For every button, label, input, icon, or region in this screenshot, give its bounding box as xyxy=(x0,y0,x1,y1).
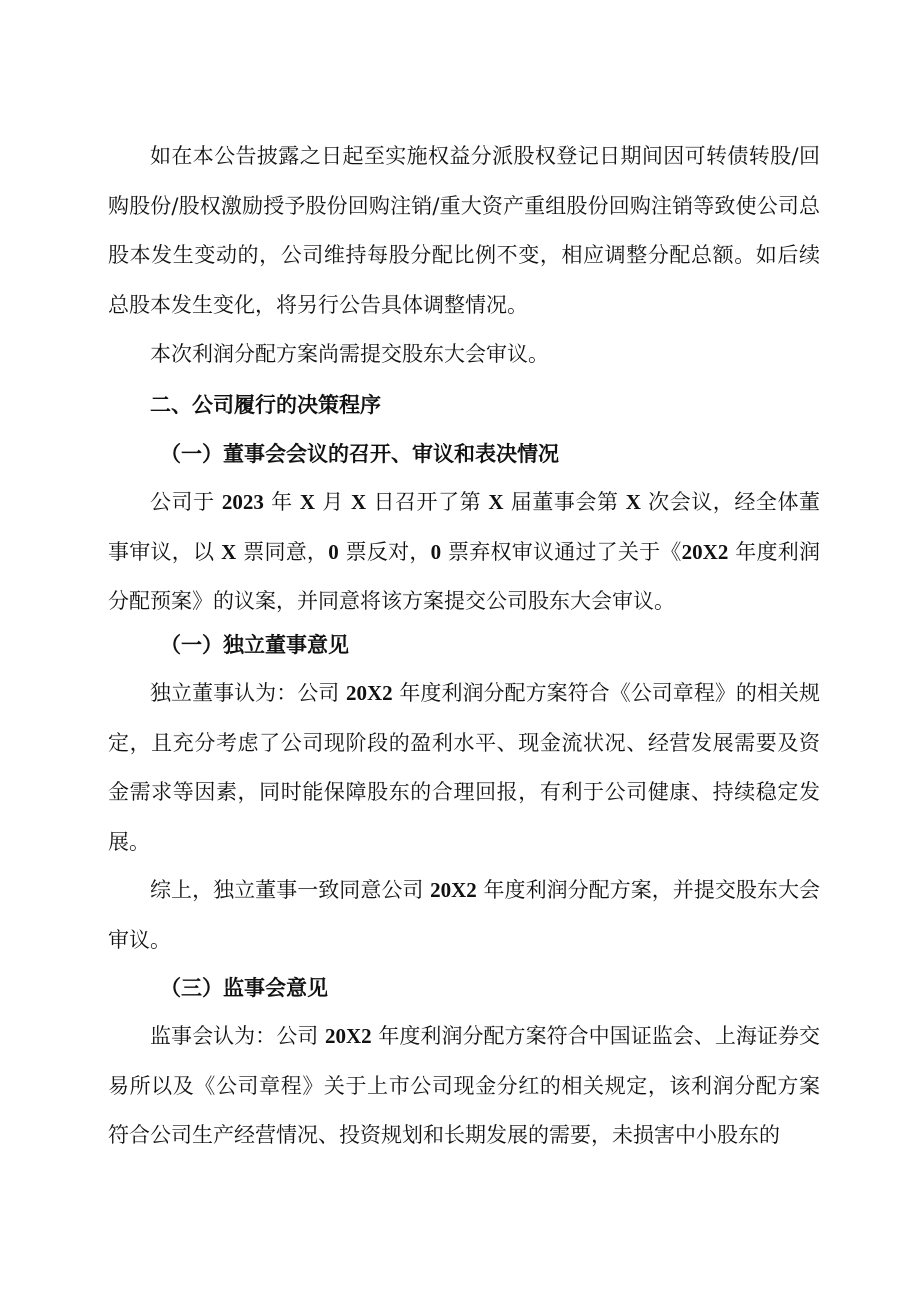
meeting-month: X xyxy=(299,490,316,514)
section-heading-decision-procedure: 二、公司履行的决策程序 xyxy=(150,392,381,417)
meeting-day: X xyxy=(351,490,367,514)
plan-year: 20X2 xyxy=(324,1024,372,1048)
text-segment: 监事会认为：公司 xyxy=(150,1024,325,1048)
subsection-heading-board-meeting: （一）董事会会议的召开、审议和表决情况 xyxy=(160,441,559,466)
text-segment: 届董事会第 xyxy=(503,490,626,514)
board-session-number: X xyxy=(488,490,504,514)
paragraph-independent-directors-opinion xyxy=(108,669,820,867)
paragraph-independent-directors-conclusion xyxy=(108,866,820,965)
text-segment: 年 xyxy=(263,490,300,514)
text-segment: 日召开了第 xyxy=(366,490,489,514)
text-segment: 年度利润分配预案》的议案，并同意将该方案提交公司股东大会审议。 xyxy=(108,539,820,613)
votes-abstain: 0 xyxy=(430,539,442,564)
text-segment: 综上，独立董事一致同意公司 xyxy=(150,878,431,902)
text-segment: 年度利润分配方案符合《公司章程》的相关规定，且充分考虑了公司现阶段的盈利水平、现金流状况、经营发展需要及资金需求等因素，同时能保障股东的合理回报，有利于公司健康、持续稳定发展。 xyxy=(108,681,820,854)
text-segment: 票弃权审议通过了关于《 xyxy=(441,539,682,564)
plan-year: 20X2 xyxy=(430,878,477,902)
text-segment: 独立董事认为：公司 xyxy=(150,681,346,705)
text-segment: 票同意， xyxy=(236,539,329,564)
meeting-year: 2023 xyxy=(221,490,264,514)
votes-against: 0 xyxy=(328,539,339,564)
paragraph-supervisory-board-opinion xyxy=(108,1012,820,1161)
text-segment: 月 xyxy=(315,490,352,514)
text-segment: 年度利润分配方案符合中国证监会、上海证券交易所以及《公司章程》关于上市公司现金分红的相关规定，该利润分配方案符合公司生产经营情况、投资规划和长期发展的需要，未损害中小股东的 xyxy=(108,1024,820,1147)
paragraph-share-change: 如在本公告披露之日起至实施权益分派股权登记日期间因可转债转股/回购股份/股权激励授予股份回购注销/重大资产重组股份回购注销等致使公司总股本发生变动的，公司维持每股分配比例不变，相应调整分配总额。如后续总股本发生变化，将另行公告具体调整情况。 xyxy=(108,144,820,317)
text-segment: 票反对， xyxy=(338,539,431,564)
text-segment: 次会议，经全体董事审议，以 xyxy=(108,490,820,564)
votes-for: X xyxy=(221,539,237,564)
paragraph-board-resolution xyxy=(108,478,820,627)
text-segment: 年度利润分配方案，并提交股东大会审议。 xyxy=(108,878,820,952)
paragraph-pending-approval: 本次利润分配方案尚需提交股东大会审议。 xyxy=(150,342,549,366)
text-segment: 公司于 xyxy=(150,490,222,514)
meeting-number: X xyxy=(625,490,641,514)
subsection-heading-supervisory-board: （三）监事会意见 xyxy=(160,975,328,1000)
plan-year: 20X2 xyxy=(346,681,393,705)
subsection-heading-independent-directors: （一）独立董事意见 xyxy=(160,632,349,657)
plan-year: 20X2 xyxy=(681,539,729,564)
